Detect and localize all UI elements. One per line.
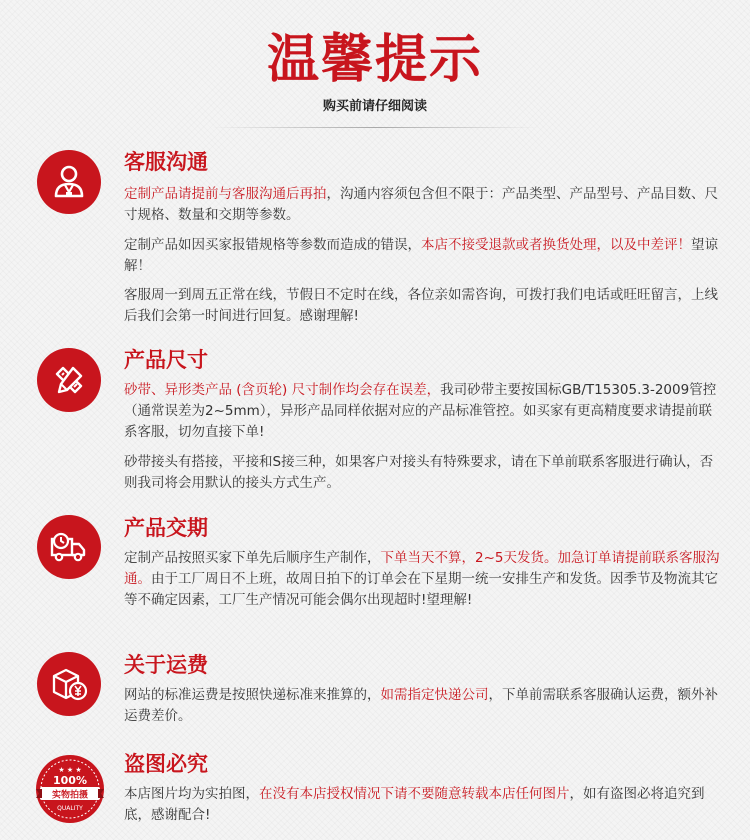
section-paragraph xyxy=(124,452,724,494)
section-paragraph xyxy=(124,685,724,727)
body-text: ，如有盗图必将追究到底，感谢配合! xyxy=(124,786,705,823)
section-paragraph xyxy=(124,380,724,443)
section-paragraph xyxy=(124,235,724,277)
section-title: 盗图必究 xyxy=(124,752,208,776)
highlight-text: 如需指定快递公司 xyxy=(380,687,489,703)
body-text: 定制产品如因买家报错规格等参数而造成的错误， xyxy=(124,237,421,253)
highlight-text: 在没有本店授权情况下请不要随意转载本店任何图片 xyxy=(259,786,570,802)
badge-quality: QUALITY xyxy=(57,805,83,812)
section-paragraph xyxy=(124,184,724,226)
package-yen-icon xyxy=(37,652,101,716)
body-text: ，下单前需联系客服确认运费，额外补运费差价。 xyxy=(124,687,718,724)
quality-badge-icon xyxy=(33,752,107,826)
section-paragraph xyxy=(124,548,724,611)
header-divider xyxy=(212,127,538,128)
highlight-text: 本店不接受退款或者换货处理，以及中差评！ xyxy=(421,237,691,253)
page-subtitle: 购买前请仔细阅读 xyxy=(322,99,427,114)
section-title: 客服沟通 xyxy=(124,150,208,174)
section-title: 产品尺寸 xyxy=(124,348,208,372)
highlight-text: 砂带、异形类产品 (含页轮) 尺寸制作均会存在误差， xyxy=(124,382,441,398)
body-text: 我司砂带主要按国标GB/T15305.3-2009管控（通常误差为2~5mm），异形产品同样依据对应的产品标准管控。如买家有更高精度要求请提前联系客服，切勿直接下单! xyxy=(124,382,717,440)
body-text: 客服周一到周五正常在线，节假日不定时在线，各位亲如需咨询，可拨打我们电话或旺旺留言，上线后我们会第一时间进行回复。感谢理解! xyxy=(124,287,718,324)
badge-label: 实物拍摄 xyxy=(51,790,89,801)
body-text: 望谅解！ xyxy=(124,237,718,274)
page-header xyxy=(0,0,750,140)
badge-percent: 100% xyxy=(53,774,87,787)
body-text: 网站的标准运费是按照快递标准来推算的， xyxy=(124,687,381,703)
section-title: 关于运费 xyxy=(124,653,208,677)
section-paragraph xyxy=(124,784,724,826)
svg-text:★ ★ ★: ★ ★ ★ xyxy=(58,766,82,774)
body-text: 砂带接头有搭接，平接和S接三种，如果客户对接头有特殊要求，请在下单前联系客服进行确认，否则我司将会用默认的接头方式生产。 xyxy=(124,454,714,491)
highlight-text: 下单当天不算，2~5天发货。加急订单请提前联系客服沟通。 xyxy=(124,550,720,587)
body-text: 定制产品按照买家下单先后顺序生产制作， xyxy=(124,550,381,566)
body-text: 由于工厂周日不上班，故周日拍下的订单会在下星期一统一安排生产和发货。因季节及物流其它等不确定因素，工厂生产情况可能会偶尔出现超时!望理解! xyxy=(124,571,718,608)
section-title: 产品交期 xyxy=(124,516,208,540)
body-text: 本店图片均为实拍图， xyxy=(124,786,259,802)
body-text: ，沟通内容须包含但不限于：产品类型、产品型号、产品目数、尺寸规格、数量和交期等参数。 xyxy=(124,186,718,223)
ruler-pencil-icon xyxy=(37,348,101,412)
customer-service-icon xyxy=(37,150,101,214)
highlight-text: 定制产品请提前与客服沟通后再拍 xyxy=(124,186,327,202)
delivery-truck-clock-icon xyxy=(37,515,101,579)
section-paragraph xyxy=(124,285,724,327)
page-title: 温馨提示 xyxy=(266,30,483,90)
